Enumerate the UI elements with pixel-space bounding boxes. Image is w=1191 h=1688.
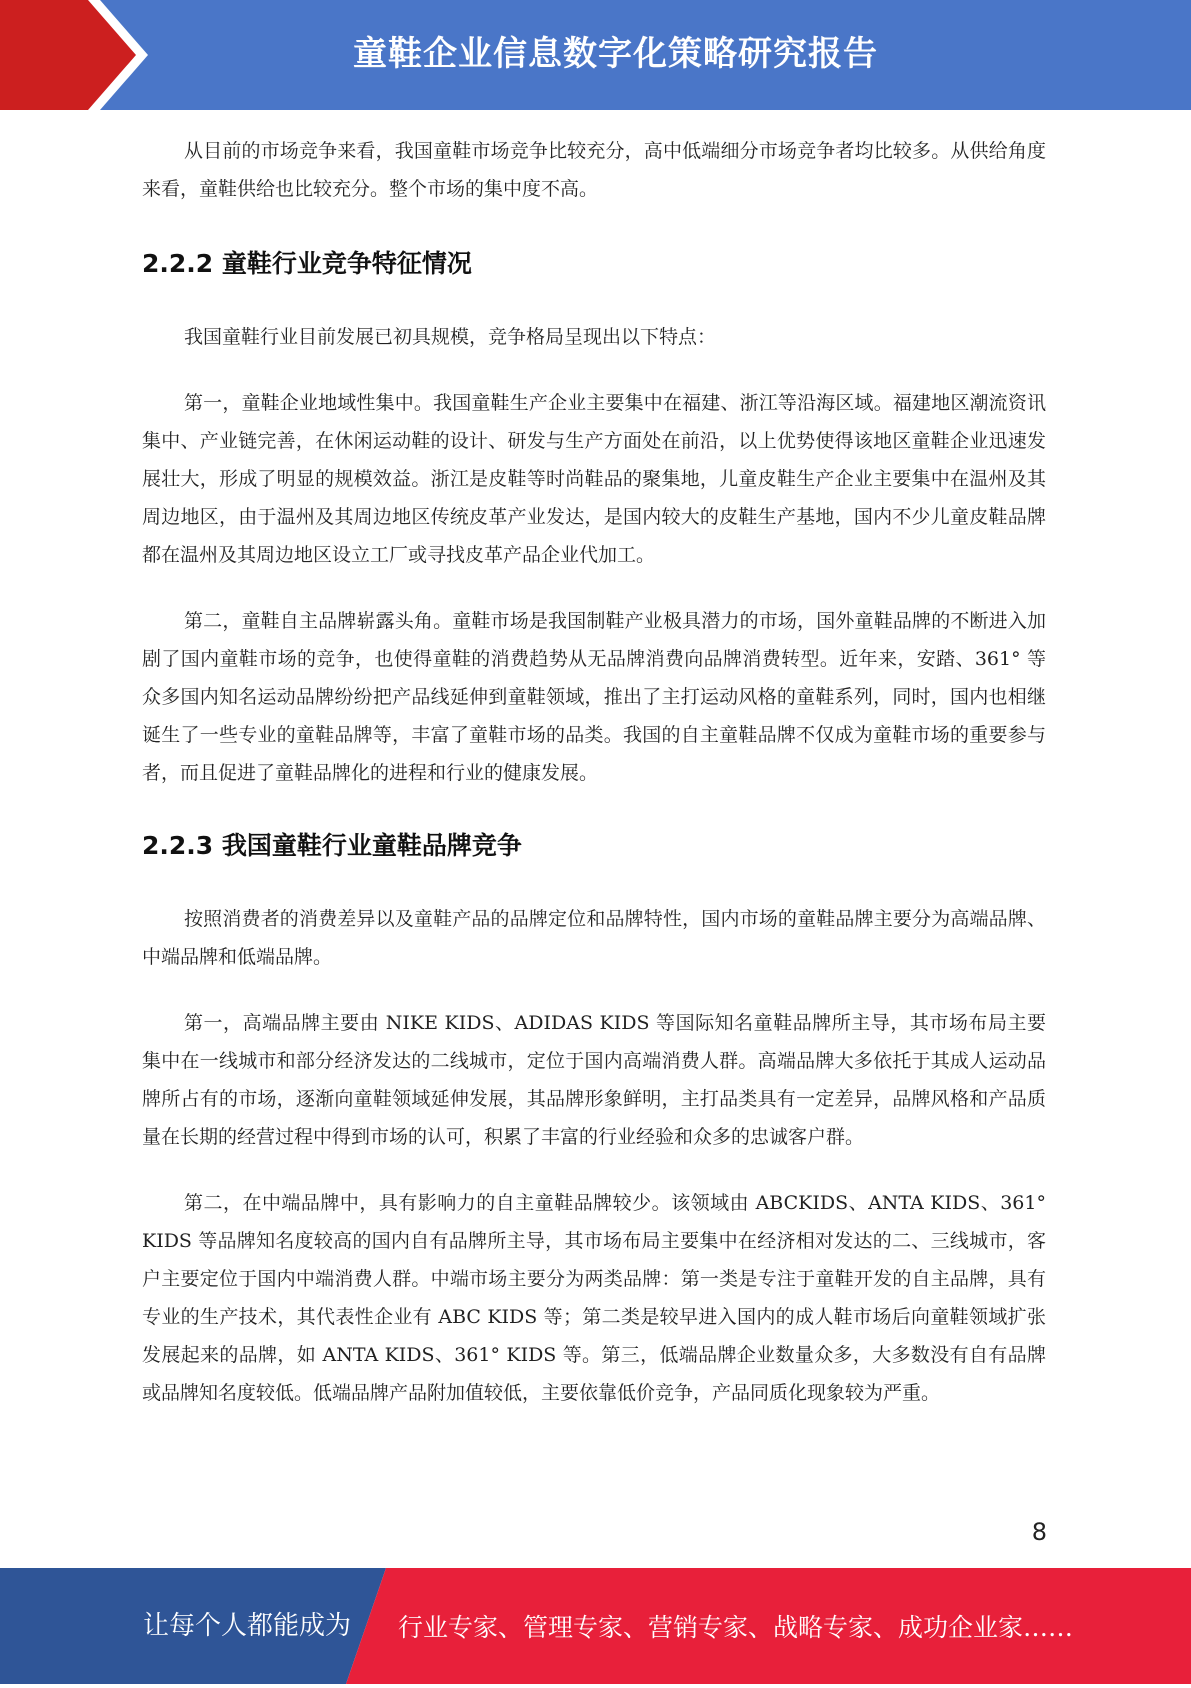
page-header [0,0,1191,110]
page-number: 8 [1031,1518,1047,1546]
report-title: 童鞋企业信息数字化策略研究报告 [353,34,878,74]
footer-slogan-left: 让每个人都能成为 [143,1611,352,1641]
paragraph: 按照消费者的消费差异以及童鞋产品的品牌定位和品牌特性，国内市场的童鞋品牌主要分为高端品牌、中端品牌和低端品牌。 [142,908,1046,968]
paragraph: 第一，童鞋企业地域性集中。我国童鞋生产企业主要集中在福建、浙江等沿海区域。福建地区潮流资讯集中、产业链完善，在休闲运动鞋的设计、研发与生产方面处在前沿，以上优势使得该地区童鞋企业迅速发展壮大，形成了明显的规模效益。浙江是皮鞋等时尚鞋品的聚集地，儿童皮鞋生产企业主要集中在温州及其周边地区，由于温州及其周边地区传统皮革产业发达，是国内较大的皮鞋生产基地，国内不少儿童皮鞋品牌都在温州及其周边地区设立工厂或寻找皮革产品企业代加工。 [142,392,1046,566]
paragraph: 第二，在中端品牌中，具有影响力的自主童鞋品牌较少。该领域由 ABCKIDS、ANTA KIDS、361° KIDS 等品牌知名度较高的国内自有品牌所主导，其市场布局主要集中在经济相对发达的二、三线城市，客户主要定位于国内中端消费人群。中端市场主要分为两类品牌：第一类是专注于童鞋开发的自主品牌，具有专业的生产技术，其代表性企业有 ABC KIDS 等；第二类是较早进入国内的成人鞋市场后向童鞋领域扩张发展起来的品牌，如 ANTA KIDS、361° KIDS 等。第三，低端品牌企业数量众多，大多数没有自有品牌或品牌知名度较低。低端品牌产品附加值较低，主要依靠低价竞争，产品同质化现象较为严重。 [142,1192,1046,1404]
paragraph: 我国童鞋行业目前发展已初具规模，竞争格局呈现出以下特点： [184,326,717,348]
document-body [142,132,1046,1412]
intro-paragraph: 从目前的市场竞争来看，我国童鞋市场竞争比较充分，高中低端细分市场竞争者均比较多。从供给角度来看，童鞋供给也比较充分。整个市场的集中度不高。 [142,140,1046,200]
section-heading-2-2-2: 2.2.2 童鞋行业竞争特征情况 [142,249,472,278]
section-heading-2-2-3: 2.2.3 我国童鞋行业童鞋品牌竞争 [142,831,522,860]
paragraph: 第一，高端品牌主要由 NIKE KIDS、ADIDAS KIDS 等国际知名童鞋品牌所主导，其市场布局主要集中在一线城市和部分经济发达的二线城市，定位于国内高端消费人群。高端品牌大多依托于其成人运动品牌所占有的市场，逐渐向童鞋领域延伸发展，其品牌形象鲜明，主打品类具有一定差异，品牌风格和产品质量在长期的经营过程中得到市场的认可，积累了丰富的行业经验和众多的忠诚客户群。 [142,1012,1046,1148]
page-footer [0,1568,1191,1684]
footer-slogan-right: 行业专家、管理专家、营销专家、战略专家、成功企业家…… [398,1613,1074,1642]
header-arrow-icon [0,0,160,110]
paragraph: 第二，童鞋自主品牌崭露头角。童鞋市场是我国制鞋产业极具潜力的市场，国外童鞋品牌的不断进入加剧了国内童鞋市场的竞争，也使得童鞋的消费趋势从无品牌消费向品牌消费转型。近年来，安踏、361° 等众多国内知名运动品牌纷纷把产品线延伸到童鞋领域，推出了主打运动风格的童鞋系列，同时，国内也相继诞生了一些专业的童鞋品牌等，丰富了童鞋市场的品类。我国的自主童鞋品牌不仅成为童鞋市场的重要参与者，而且促进了童鞋品牌化的进程和行业的健康发展。 [142,610,1046,784]
